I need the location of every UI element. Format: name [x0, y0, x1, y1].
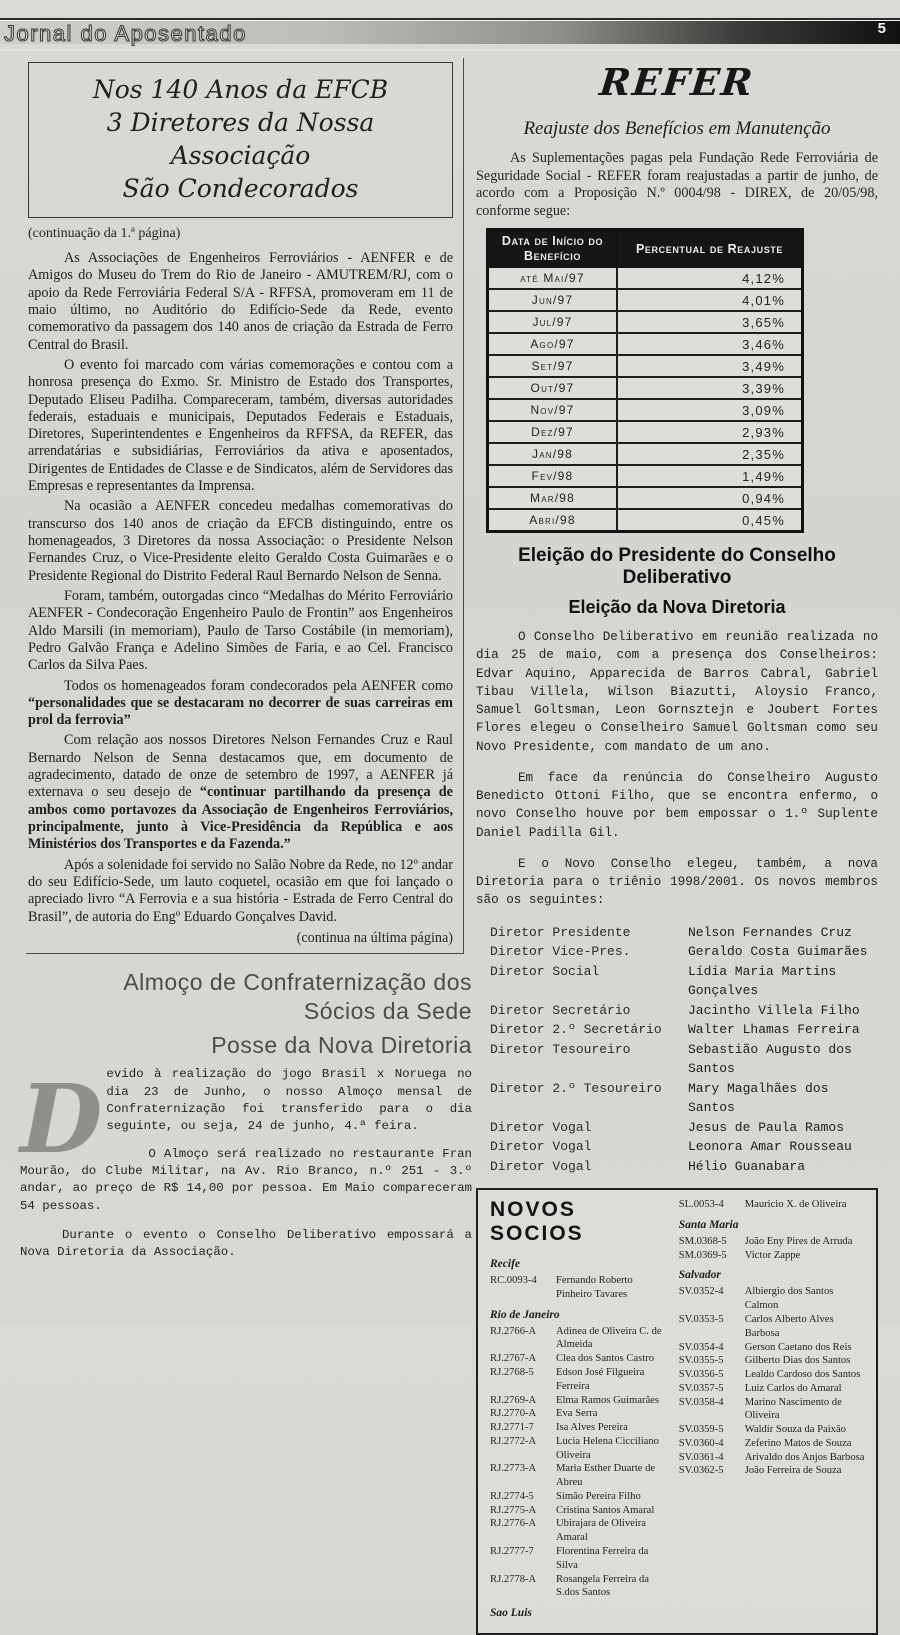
masthead-rule	[0, 48, 900, 51]
director-role: Diretor Presidente	[490, 924, 631, 940]
member-row	[490, 1394, 667, 1408]
member-code: SV.0354-4	[678, 1341, 724, 1353]
member-code: SV.0359-5	[678, 1424, 724, 1436]
member-name: Rosangela Ferreira da S.dos Santos	[556, 1573, 649, 1599]
member-name: Albiergio dos Santos Calmon	[744, 1286, 834, 1312]
member-name: Waldir Souza da Paixão	[744, 1424, 846, 1436]
article-paragraph: Após a solenidade foi servido no Salão Nobre da Rede, no 12º andar do seu Edifício-Sede, um lauto coquetel, ocasião em que foi lançado o apreciado livro “A Ferrovia e a sua história - Estrada de Ferro Central do Brasil”, de autoria do Engº Eduardo Gonçalves David.	[28, 856, 453, 925]
refer-intro: As Suplementações pagas pela Fundação Rede Ferroviária de Seguridade Social - REFER foram reajustadas a partir de junho, de acordo com a Proposição N.º 0004/98 - DIREX, de 20/05/98, conforme segue:	[476, 150, 878, 219]
director-role: Diretor Vogal	[490, 1158, 592, 1174]
member-code: RJ.2767-A	[490, 1353, 537, 1365]
article-title	[28, 62, 453, 218]
adjustment-percent: 3,65%	[617, 311, 803, 333]
member-name: Isa Alves Pereira	[556, 1422, 628, 1434]
member-row	[679, 1437, 866, 1451]
article-paragraph	[28, 732, 453, 853]
member-name: João Ferreira de Souza	[744, 1465, 842, 1477]
member-code: SV.0360-4	[678, 1437, 724, 1449]
member-code: RJ.2768-5	[490, 1367, 534, 1379]
director-role: Diretor Tesoureiro	[490, 1041, 631, 1057]
table-body	[488, 267, 803, 532]
director-name: Hélio Guanabara	[688, 1158, 806, 1174]
article-paragraph	[28, 678, 453, 730]
member-code: SV.0352-4	[678, 1286, 724, 1298]
adjustment-percent: 0,45%	[617, 509, 803, 532]
member-name: Lucia Helena Cicciliano Oliveira	[556, 1435, 659, 1461]
director-row	[490, 942, 878, 962]
member-code: RJ.2774-5	[490, 1490, 534, 1502]
almoco-title-line2: Sócios da Sede	[303, 998, 472, 1025]
director-row	[490, 1157, 878, 1177]
table-row	[488, 377, 803, 399]
member-name: Gilberto Dias dos Santos	[744, 1355, 851, 1367]
member-code: RC.0093-4	[490, 1275, 537, 1287]
table-header-date: Data de Início do Benefício	[488, 230, 618, 267]
member-name: Edson José Filgueira Ferreira	[556, 1367, 645, 1392]
member-code: RJ.2778-A	[490, 1573, 537, 1585]
member-row	[679, 1354, 866, 1368]
member-code: SV.0361-4	[678, 1451, 724, 1463]
member-row	[679, 1451, 866, 1465]
member-name: Simão Pereira Filho	[556, 1490, 641, 1502]
member-code: RJ.2776-A	[490, 1518, 537, 1530]
continuation-note: (continuação da 1.ª página)	[28, 226, 181, 241]
refer-subtitle: Reajuste dos Benefícios em Manutenção	[523, 118, 831, 139]
director-role: Diretor Vogal	[490, 1139, 592, 1155]
paragraph-text: Todos os homenageados foram condecorados pela AENFER como	[64, 677, 453, 694]
article-paragraph: Foram, também, outorgadas cinco “Medalhas do Mérito Ferroviário AENFER - Condecoração Engenheiro Paulo de Frontin” aos Engenheiros Aldo Marsili (in memoriam), Paulo de Tarso Costábile (in memoriam), Pedro Galvão França e Adelino Simões de Faria, e ao Cel. Francisco Carlos da Silva Paes.	[28, 587, 453, 674]
member-name: Cristina Santos Amaral	[556, 1504, 655, 1516]
member-code: RJ.2766-A	[490, 1325, 537, 1337]
table-row	[488, 311, 803, 333]
masthead-title: Jornal do Aposentado	[4, 21, 247, 46]
benefit-start-date: Jan/98	[488, 443, 618, 465]
article-title-line2: 3 Diretores da Nossa Associação	[106, 108, 375, 170]
director-role: Diretor 2.º Tesoureiro	[490, 1080, 662, 1096]
director-row	[490, 962, 878, 1001]
director-row	[490, 1040, 878, 1079]
member-row	[490, 1462, 667, 1490]
member-list	[490, 1274, 667, 1302]
member-list	[679, 1235, 866, 1263]
member-name: Ubirajara de Oliveira Amaral	[556, 1518, 647, 1544]
article-paragraph: Na ocasião a AENFER concedeu medalhas comemorativas do transcurso dos 140 anos de criação da EFCB distinguindo, entre os homenageados, 3 Diretores da nossa Associação: o Presidente Nelson Fernandes Cruz, o Vice-Presidente eleito Geraldo Costa Guimarães e o Presidente Regional do Distrito Federal Raul Bernardo Nelson de Senna.	[28, 498, 453, 584]
table-row	[488, 421, 803, 443]
member-code: RJ.2772-A	[490, 1435, 537, 1447]
almoco-body	[20, 1066, 472, 1262]
director-name: Nelson Fernandes Cruz	[688, 924, 852, 940]
director-row	[490, 1079, 878, 1118]
article-title-line3: São Condecorados	[122, 174, 359, 203]
member-name: Arivaldo dos Anjos Barbosa	[744, 1451, 865, 1463]
table-header-row	[488, 230, 803, 267]
member-code: SL.0053-4	[678, 1199, 724, 1211]
member-row	[679, 1249, 866, 1263]
city-heading: Rio de Janeiro	[490, 1308, 560, 1321]
benefit-start-date: até Mai/97	[488, 267, 618, 289]
director-row	[490, 1137, 878, 1157]
almoco-paragraph: evido à realização do jogo Brasil x Noruega no dia 23 de Junho, o nosso Almoço mensal de Confraternização foi transferido para o dia seguinte, ou seja, 24 de junho, 4.ª feira.	[106, 1067, 472, 1134]
director-name: Jesus de Paula Ramos	[688, 1119, 845, 1135]
masthead	[0, 18, 900, 52]
article-paragraph: O evento foi marcado com várias comemorações e contou com a honrosa presença do Exmo. Sr. Ministro de Estado dos Transportes, Deputado Eliseu Padilha. Compareceram, também, diversas autoridades federais, estaduais e municipais, Deputados Federais e Estaduais, Diretores, Superintendentes e Engenheiros da RFFSA, da REFER, das arrendatárias e subsidiárias, Ferroviários da ativa e aposentados, Dirigentes de Entidades de Classe e de Sindicatos, além de Servidores das Empresas e representantes da Imprensa.	[28, 356, 453, 495]
almoco-title-line1: Almoço de Confraternização dos	[123, 968, 472, 995]
director-role: Diretor Social	[490, 963, 600, 979]
table-row	[488, 289, 803, 311]
member-row	[679, 1368, 866, 1382]
member-row	[679, 1313, 866, 1341]
member-code: SV.0357-5	[678, 1382, 724, 1394]
benefit-start-date: Jun/97	[488, 289, 618, 311]
almoco-paragraph: O Almoço será realizado no restaurante Fran Mourão, do Clube Militar, na Av. Rio Branco, n.º 251 - 3.º andar, ao preço de R$ 14,00 por pessoa. Em Maio compareceram 54 pessoas.	[20, 1146, 472, 1213]
director-name: Geraldo Costa Guimarães	[688, 944, 868, 960]
member-row	[679, 1464, 866, 1478]
adjustment-percent: 3,49%	[617, 355, 803, 377]
newspaper-page	[0, 18, 900, 1620]
member-code: SM.0368-5	[678, 1235, 727, 1247]
director-row	[490, 1001, 878, 1021]
member-row	[679, 1235, 866, 1249]
member-row	[679, 1382, 866, 1396]
benefit-start-date: Jul/97	[488, 311, 618, 333]
election-heading: Eleição do Presidente do Conselho Deliberativo	[518, 545, 836, 589]
benefit-start-date: Fev/98	[488, 465, 618, 487]
member-row	[490, 1573, 667, 1601]
director-row	[490, 1118, 878, 1138]
adjustment-percent: 4,01%	[617, 289, 803, 311]
benefit-start-date: Set/97	[488, 355, 618, 377]
member-row	[490, 1435, 667, 1463]
city-heading: Sao Luis	[490, 1607, 532, 1620]
director-row	[490, 923, 878, 943]
table-row	[488, 333, 803, 355]
almoco-paragraph: Durante o evento o Conselho Deliberativo empossará a Nova Diretoria da Associação.	[20, 1228, 472, 1260]
almoco-section	[20, 968, 472, 1262]
member-name: Luiz Carlos do Amaral	[744, 1382, 842, 1394]
member-list	[679, 1285, 866, 1478]
adjustment-percent: 0,94%	[617, 487, 803, 509]
table-row	[488, 267, 803, 289]
member-name: Marino Nascimento de Oliveira	[744, 1396, 842, 1422]
member-row	[490, 1274, 667, 1302]
benefit-start-date: Dez/97	[488, 421, 618, 443]
member-code: RJ.2769-A	[490, 1394, 537, 1406]
adjustment-percent: 2,35%	[617, 443, 803, 465]
member-name: João Eny Pires de Arruda	[744, 1235, 853, 1247]
member-code: RJ.2770-A	[490, 1408, 537, 1420]
member-row	[679, 1198, 866, 1212]
director-role: Diretor Vogal	[490, 1119, 592, 1135]
adjustment-percent: 3,46%	[617, 333, 803, 355]
table-row	[488, 443, 803, 465]
continues-note: (continua na última página)	[296, 929, 453, 946]
left-column	[20, 58, 472, 1274]
adjustment-percent: 4,12%	[617, 267, 803, 289]
member-name: Mauricio X. de Oliveira	[744, 1199, 847, 1211]
table-row	[488, 487, 803, 509]
election-subheading: Eleição da Nova Diretoria	[568, 597, 786, 618]
member-name: Carlos Alberto Alves Barbosa	[744, 1314, 834, 1339]
table-row	[488, 509, 803, 532]
member-name: Gerson Caetano dos Reis	[744, 1341, 852, 1353]
adjustment-percent: 1,49%	[617, 465, 803, 487]
member-code: SV.0355-5	[678, 1355, 724, 1367]
member-code: RJ.2771-7	[490, 1422, 534, 1434]
article-title-line1: Nos 140 Anos da EFCB	[92, 75, 389, 104]
adjustment-percent: 3,39%	[617, 377, 803, 399]
benefit-start-date: Mar/98	[488, 487, 618, 509]
member-code: RJ.2773-A	[490, 1463, 537, 1475]
city-heading: Santa Maria	[678, 1218, 739, 1231]
lead-article	[26, 58, 464, 954]
director-name: Leonora Amar Rousseau	[688, 1139, 852, 1155]
member-name: Victor Zappe	[744, 1249, 801, 1261]
benefit-start-date: Nov/97	[488, 399, 618, 421]
paragraph-bold-text: “personalidades que se destacaram no decorrer de suas carreiras em prol da ferrovia”	[28, 694, 453, 729]
new-members-left-column	[490, 1198, 667, 1623]
director-name: Lídia Maria Martins Gonçalves	[688, 963, 837, 999]
member-name: Fernando Roberto Pinheiro Tavares	[556, 1275, 633, 1300]
member-row	[679, 1423, 866, 1437]
member-name: Eva Serra	[556, 1408, 598, 1420]
election-paragraph: O Conselho Deliberativo em reunião realizada no dia 25 de maio, com a presença dos Conselheiros: Edvar Aquino, Apparecida de Barros Cabral, Gabriel Tibau Villela, Wilson Biazutti, Aloysio Franco, Samuel Goltsman, Leon Gornsztejn e Joubert Fortes Flores elegeu o Conselheiro Samuel Goltsman como seu Novo Presidente, com mandato de um ano.	[476, 630, 878, 754]
member-code: RJ.2775-A	[490, 1504, 537, 1516]
benefit-start-date: Ago/97	[488, 333, 618, 355]
director-name: Mary Magalhães dos Santos	[688, 1080, 829, 1116]
member-row	[490, 1407, 667, 1421]
city-heading: Recife	[490, 1258, 521, 1271]
member-list	[679, 1198, 866, 1212]
content-columns	[0, 52, 900, 1635]
article-body	[28, 250, 453, 947]
table-row	[488, 355, 803, 377]
member-code: SV.0356-5	[678, 1369, 724, 1381]
new-members-title: NOVOS SOCIOS	[490, 1198, 584, 1246]
election-paragraph: Em face da renúncia do Conselheiro Augusto Benedicto Ottoni Filho, que se encontra enfermo, o novo Conselho houve por bem empossar o 1.º Suplente Daniel Padilla Gil.	[476, 770, 878, 840]
member-row	[679, 1341, 866, 1355]
refer-adjustment-table	[486, 228, 804, 533]
new-members-right-column	[679, 1198, 866, 1623]
member-row	[679, 1285, 866, 1313]
member-list	[490, 1325, 667, 1600]
article-paragraph: As Associações de Engenheiros Ferroviários - AENFER e de Amigos do Museu do Trem do Rio de Janeiro - AMUTREM/RJ, com o apoio da Rede Ferroviária Federal S/A - RFFSA, promoveram em 11 de maio último, no Auditório do Edifício-Sede da Rede, evento comemorativo da passagem dos 140 anos de criação da Estrada de Ferro Central do Brasil.	[28, 250, 453, 353]
member-row	[490, 1325, 667, 1353]
dropcap-letter: D	[20, 1064, 103, 1176]
table-header-pct: Percentual de Reajuste	[617, 230, 803, 267]
member-row	[490, 1490, 667, 1504]
adjustment-percent: 2,93%	[617, 421, 803, 443]
director-name: Jacintho Villela Filho	[688, 1002, 860, 1018]
member-row	[490, 1421, 667, 1435]
director-name: Sebastião Augusto dos Santos	[688, 1041, 852, 1077]
member-row	[679, 1396, 866, 1424]
member-name: Clea dos Santos Castro	[556, 1353, 654, 1365]
member-name: Zeferino Matos de Souza	[744, 1437, 852, 1449]
table-head	[488, 230, 803, 267]
table-row	[488, 465, 803, 487]
member-code: SV.0353-5	[678, 1314, 724, 1326]
member-code: SM.0369-5	[678, 1249, 727, 1261]
directors-list	[490, 923, 878, 1177]
member-row	[490, 1517, 667, 1545]
member-row	[490, 1545, 667, 1573]
election-paragraph: E o Novo Conselho elegeu, também, a nova Diretoria para o triênio 1998/2001. Os novos membros são os seguintes:	[476, 856, 878, 908]
member-row	[490, 1352, 667, 1366]
member-code: RJ.2777-7	[490, 1545, 534, 1557]
paragraph-bold-text: “continuar partilhando da presença de ambos como portavozes da Associação de Engenheiros Ferroviários, principalmente, junto à Vice-Presidência da República e aos Ministérios dos Transportes e da Fazenda.”	[28, 784, 453, 853]
member-name: Adinea de Oliveira C. de Almeida	[556, 1325, 662, 1351]
director-name: Walter Lhamas Ferreira	[688, 1022, 860, 1038]
paragraph-text: Com relação aos nossos Diretores Nelson Fernandes Cruz e Raul Bernardo Nelson de Senna destacamos que, em documento de agradecimento, datado de onze de setembro de 1997, a AENFER já externava o seu desejo de	[28, 732, 453, 801]
member-name: Maria Esther Duarte de Abreu	[556, 1463, 656, 1489]
member-code: SV.0358-4	[678, 1396, 724, 1408]
director-role: Diretor 2.º Secretário	[490, 1022, 662, 1038]
almoco-title-line3: Posse da Nova Diretoria	[211, 1031, 472, 1058]
director-role: Diretor Secretário	[490, 1002, 631, 1018]
director-role: Diretor Vice-Pres.	[490, 944, 631, 960]
member-code: SV.0362-5	[678, 1465, 724, 1477]
city-heading: Salvador	[678, 1269, 721, 1282]
refer-title: REFER	[597, 60, 757, 104]
member-row	[490, 1366, 667, 1394]
member-row	[490, 1504, 667, 1518]
table-row	[488, 399, 803, 421]
member-name: Lealdo Cardoso dos Santos	[744, 1369, 861, 1381]
member-name: Elma Ramos Guimarães	[556, 1394, 659, 1406]
right-column	[476, 58, 878, 1635]
benefit-start-date: Out/97	[488, 377, 618, 399]
page-number: 5	[877, 20, 886, 37]
benefit-start-date: Abri/98	[488, 509, 618, 532]
member-name: Florentina Ferreira da Silva	[556, 1545, 649, 1571]
new-members-box	[476, 1188, 878, 1635]
adjustment-percent: 3,09%	[617, 399, 803, 421]
director-row	[490, 1020, 878, 1040]
